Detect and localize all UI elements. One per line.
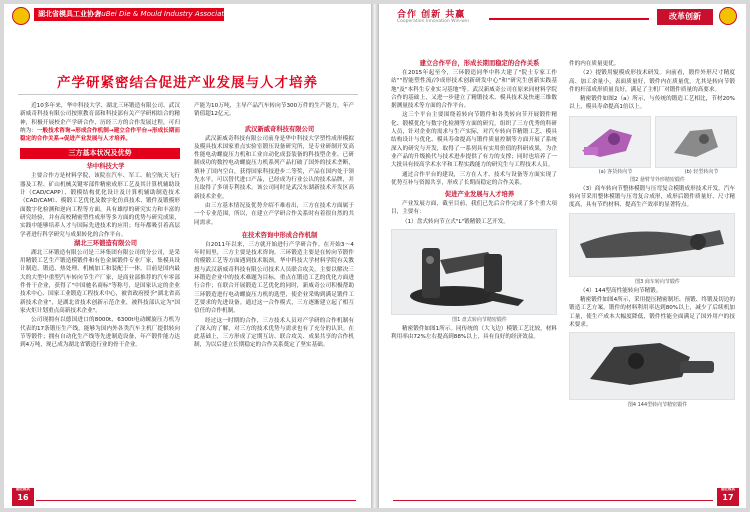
project-3: （3）商车转向节整体模锻与压弯复合模锻成形技术开发。汽车转向节采用整体模锻与压弯复合成形，成形后锻件质量好、尺寸精度高，具有节约材料、提高生产效率的显著特点。: [569, 185, 735, 209]
right-footer-rule: [393, 500, 713, 501]
figure-1-description: 精密锻件如图1所示。同传统的（大飞边）模锻工艺比较，材料利用率由72%左右提高到88%以上，具有良好的经济效益。: [391, 326, 557, 341]
section-heading-3: 建立合作平台，形成长期而稳定的合作关系: [419, 60, 540, 67]
figure-2b: [655, 116, 737, 168]
left-page-header: [4, 4, 371, 26]
association-logo-icon: [12, 7, 30, 25]
header-bar: [34, 8, 235, 21]
header-title-cn: 湖北省模具工业协会: [38, 10, 101, 18]
section-heading-1: 三方基本状况及优势: [20, 148, 180, 159]
left-footer-rule: [36, 500, 356, 501]
intro-paragraph: 近10多年来，华中科技大学、湖北三环锻造有限公司、武汉新威奇科技有限公司按照教育部和科技部有关产学研相结合的精神，积极开展校企产学研合作，历经三方的合作发展过程，可归纳为：一般技术咨询→形成合作机制→建立合作平台→形成长期而稳定的合作关系→促进产业发展与人才培养。: [20, 103, 180, 143]
subhead-hust: 华中科技大学: [86, 163, 125, 171]
cooperation-paragraph-1: 自2011年以来，三方就开始进行产学研合作。在开始3～4年时间里，三方主要是技术咨询。三环锻造主要是在转向节锻件的模锻工艺等方面遇到技术瓶颈，华中科技大学材料学院有关教授与武汉新威奇科技有限公司技术人员联合攻关，主要以解决三环锻造企业中的技术难题为目标，重点在锻造工艺的优化方面进行合作；在联合开展锻造工艺优化的同时，新威奇公司积极帮助三环锻造进行电动螺旋压力机的选型，使企业采购到满足锻件工艺要求的先进设备。通过这一合作模式，三方逐渐建立起了相互信任的合作机制。: [194, 241, 354, 315]
figure-4: [569, 332, 735, 400]
right-page-header: [379, 4, 746, 34]
platform-paragraph-3: 通过合作平台的建设，三方在人才、技术与设备等方面实现了优势互补与资源共享，形成了长期而稳定的合作关系。: [391, 171, 557, 186]
right-page-number: 湖北模具 17: [717, 488, 739, 506]
left-column-2: [194, 102, 354, 351]
section-heading-2: 在技术咨询中形成合作机制: [241, 231, 318, 239]
knuckle-forging-image: [392, 230, 556, 314]
left-page-number: 湖北模具 16: [12, 488, 34, 506]
project-1-cont: 件的内在质量更优。: [569, 61, 620, 67]
subhead-sanhuan: 湖北三环锻造有限公司: [74, 239, 137, 247]
figure-3-caption: 图3 商车转向节锻件: [635, 278, 680, 285]
hust-paragraph: 主要合作方是材料学院，该院在汽车、军工、航空航天飞行器及工程、矿山机械关键零部件精密成形工艺及其计算机辅助设计（CAD/CAPP）、锻模结构优化设计及计算机辅助制造技术（CAD/CAM）、模锻工艺优化及数字化仿真技术、锻件及锻模形面数字化检测和逆向工程等方面，具有雄厚的研究实力和丰富的研究经验，并有高校精密塑性成形等多方面的优势与研究成果，实践中能够培养人才与国际先进技术的应用；每年都吸引着高层学者进行科学研究与成果转化的合作平台。: [20, 173, 180, 238]
association-logo-icon: [719, 7, 737, 25]
subhead-xinweiqi: 武汉新威奇科技有限公司: [244, 125, 315, 133]
right-page: [379, 4, 746, 508]
sanhuan-paragraph-2: 公司现拥有以德国进口的8000t、6300t电动螺旋压力机为代表的17条锻压生产线，能够为国内外各类汽车主机厂提供转向节等锻件；拥有自动化生产线等先进制造设备，年产锻件能力达到4万吨，现已成为湖北省锻造行业的骨干企业。: [20, 317, 180, 349]
industry-paragraph: 产业发展方面，截至目前，我们已先后合作完成了多个重大项目，主要有：: [391, 201, 557, 216]
type-144-knuckle-image: [570, 333, 734, 399]
purple-part-image: [570, 117, 650, 167]
cooperation-paragraph-2: 经过这一时期的合作，三方技术人员对产学研的合作机制有了深入的了解，对三方的技术优势与需求也有了充分的认识。在此基础上，三方形成了定期互访、联合攻关、成果共享的合作机制，为以后建立长期稳定的合作关系奠定了坚实基础。: [194, 317, 354, 349]
article-title: 产学研紧密结合促进产业发展与人才培养: [57, 75, 318, 91]
platform-paragraph-1: 在2015年起至今，三环锻造同华中科大建了"院士专家工作站""智能塑性流/冷成形技术创新研发中心"和"研究生创新实践基地"及"本科生专业实习基地"等。武汉新威奇公司在原来同材料学院合作的基础上，又进一步建立了精锻技术、模具技术及快速三维数据测量技术等方面的合作平台。: [391, 70, 557, 110]
project-4-result: 精密锻件如图4所示，采用提压精密制坯、预锻、终锻及切边的锻造工艺方案，锻件的材料利用率达到80%以上，减少了后续机加工量，使生产成本大幅度降低，锻件性能全面满足了国外用户的技术要求。: [569, 296, 735, 328]
right-column-1: [391, 60, 557, 343]
figure-3: [569, 213, 735, 277]
sanhuan-paragraph-cont: 产能为10万吨，主导产品汽车转向节300万件的生产能力，年产销值超12亿元。: [194, 103, 354, 118]
xinweiqi-paragraph: 武汉新威奇科技有限公司前身是华中科技大学塑性成形模拟及模具技术国家重点实验室锻压设备研究所，是专业研制开发高性能电动螺旋压力机和工业自动化成套装备的科技型企业。已研制成功的数控电动螺旋压力机系列产品打破了国外的技术垄断，填补了国内空白，获得国家科技进步二等奖，产品在国内处于领先水平，可以替代进口产品，已经成为行业公认的技术品牌，并且取得了多项专利技术。该公司同时是武汉东湖新技术开发区高新技术企业。: [194, 135, 354, 200]
header-slogan-en: Cooperation Innovation Win-win: [397, 19, 470, 24]
project-1: （1）盘式转向节立式"L"锻精锻工艺开发。: [402, 218, 509, 225]
commercial-knuckle-image: [570, 214, 734, 276]
header-red-line: [489, 18, 649, 20]
project-4: （4）144型高性能转向节精锻。: [580, 287, 662, 294]
figure-2a-caption: (a) 客货转向节: [598, 168, 633, 175]
figure-2b-caption: (b) 轻型转向节: [684, 168, 719, 175]
intro-highlight: 一般技术咨询→形成合作机制→建立合作平台→形成长期而稳定的合作关系→促进产业发展与人才培养。: [20, 127, 180, 143]
left-page: [4, 4, 371, 508]
figure-2: [569, 113, 735, 177]
header-title-en: HuBei Die & Mould Industry Association: [96, 10, 235, 18]
project-2-result: 精密锻件如图2（a）所示，与传统的锻造工艺相比，节材20%以上，模具寿命提高1倍以上。: [569, 96, 735, 111]
figure-2a: [569, 116, 651, 168]
center-gutter: [371, 4, 379, 508]
right-column-2: [569, 60, 735, 410]
header-slogan: 合作 创新 共赢: [397, 10, 466, 20]
grey-part-image: [656, 117, 736, 167]
figure-1-caption: 图1 盘式转向节精密锻件: [452, 317, 507, 324]
title-divider: [18, 94, 358, 95]
project-2: （2）提锻用辊模成形技术研发。向前看，锻件外形尺寸精度高、加工余量小，表面质量好，锻件内在质量优，尤其是转向节锻件的杆部成形质量良好，满足了主机厂对锻件质量的高要求。: [569, 70, 735, 93]
sanhuan-paragraph-1: 湖北三环锻造有限公司是三环集团有限公司的分公司，是采用精锻工艺生产锻造模锻件和有色金属锻件专业厂家，集模具设计制造、锻造、热处理、机械加工和装配于一体。目前是国内最大的大型中重型汽车转向节生产厂家，是商业部推荐的汽车零部件骨干企业，获得了"中国驰名商标"等称号，是国家认定的企业技术中心、国家工业锻造工程技术中心，被省政府授予"湖北省高新技术企业"，是湖北省技术创新示范企业，被科技部认定为"国家火炬计划重点高新技术企业"。: [20, 249, 180, 314]
column-tag: 改革创新: [657, 9, 713, 25]
left-column-1: [20, 102, 180, 350]
summary-paragraph: 由三方基本情况及优势介绍不难看出，三方在技术方面属于一个专业范围，所以，在建立产学研合作关系时有着很自然的共同需求。: [194, 202, 354, 226]
section-heading-4: 促进产业发展与人才培养: [444, 191, 515, 199]
platform-paragraph-2: 这三个平台主要围绕着转向节锻件和各类转向节开展锻件精化、锻模优化与数字化检测等方面的研究，组织了三方优秀的科研人员，针对企业的需求与生产实际，对汽车转向节精锻工艺、模具结构设计与优化、模具寿命提高与锻件质量控制等方面开展了系统深入的研究与开发，取得了一系列具有实用价值的科研成果，为企业产品的升级换代与技术进步提供了有力的支撑；同时也培养了一大批具有较高学术水平和工程实践能力的研究生与工程技术人员。: [391, 112, 557, 169]
figure-1: [391, 229, 557, 315]
left-page-label: 湖北模具: [16, 487, 30, 491]
figure-4-caption: 图4 144型转向节精密锻件: [627, 402, 688, 409]
figure-2-caption: 图2 悬臂节外形精密锻件: [630, 176, 685, 183]
right-page-label: 湖北模具: [721, 487, 735, 491]
